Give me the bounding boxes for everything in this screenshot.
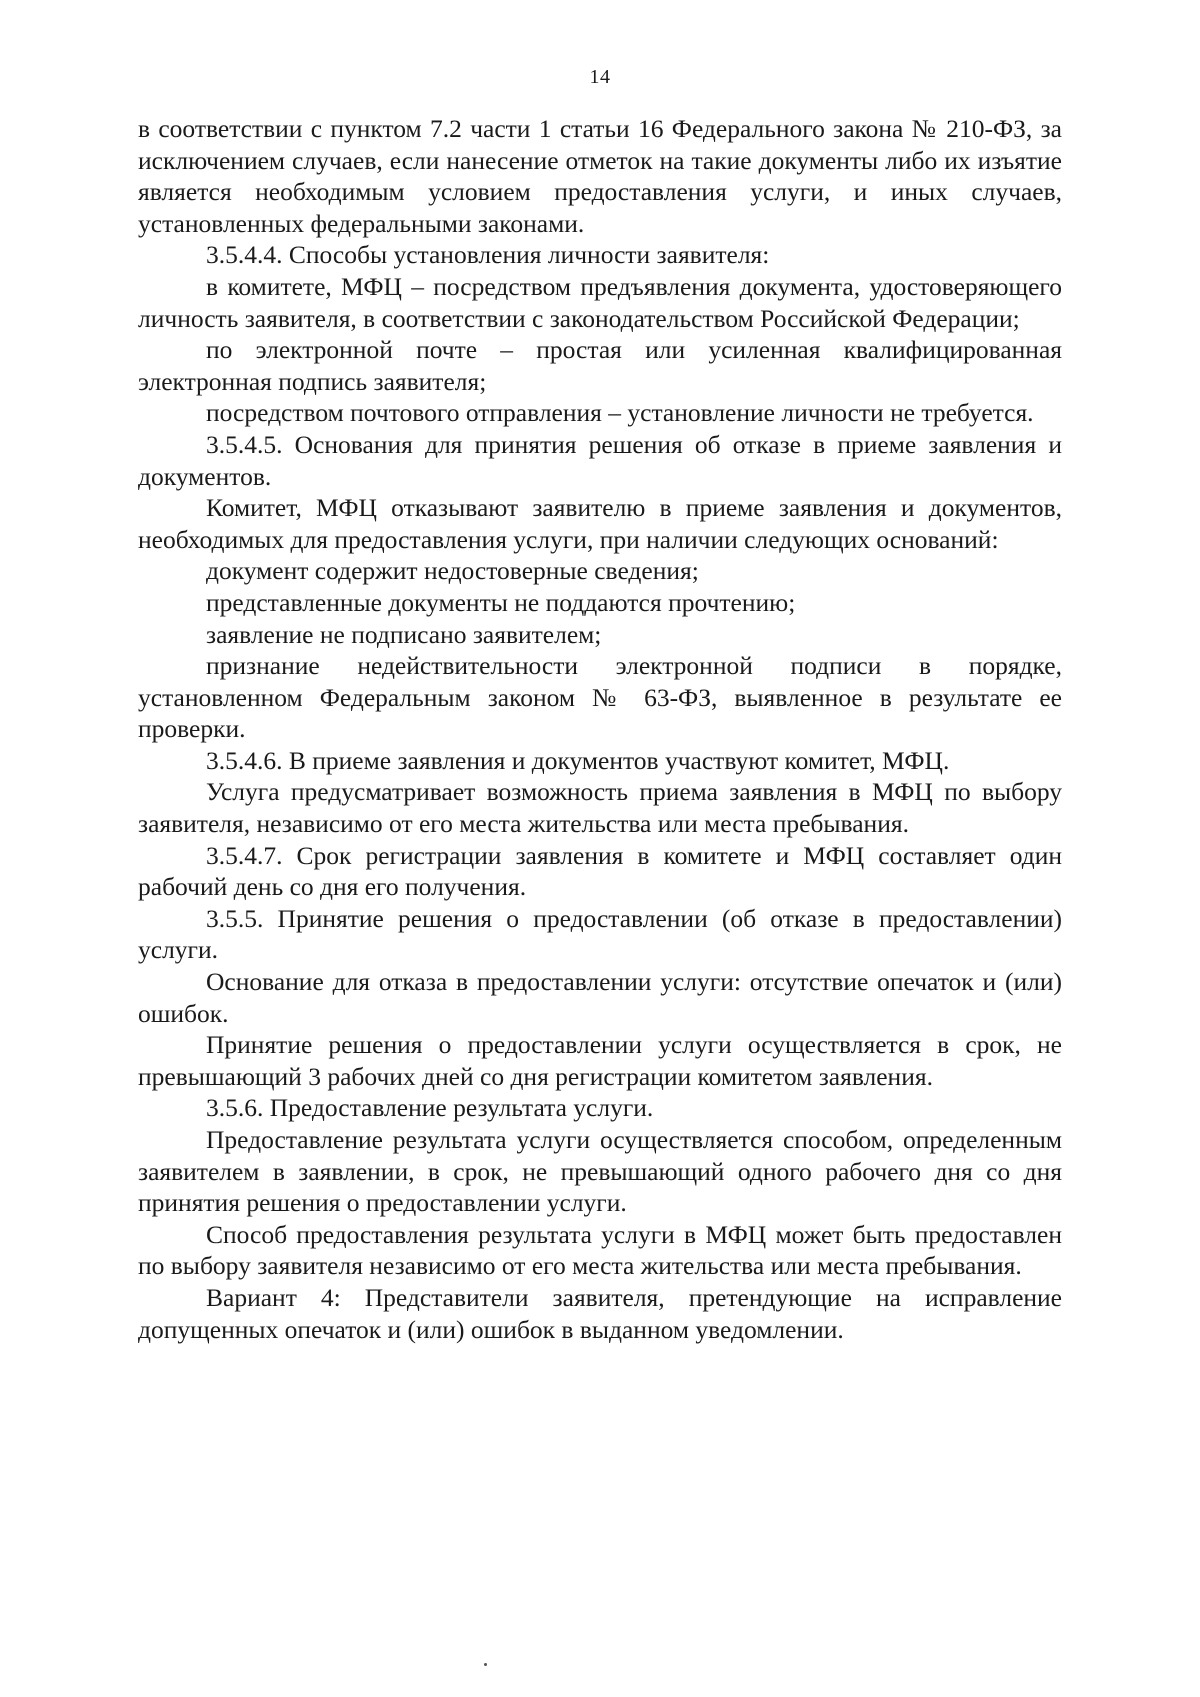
paragraph-identity-email: по электронной почте – простая или усиленная квалифицированная электронная подпись заявителя; [138,335,1062,396]
paragraph-refusal-intro: Комитет, МФЦ отказывают заявителю в приеме заявления и документов, необходимых для предоставления услуги, при наличии следующих оснований: [138,493,1062,554]
paragraph-3-5-6-heading: 3.5.6. Предоставление результата услуги. [206,1093,654,1123]
paragraph-mfc-choice: Услуга предусматривает возможность приема заявления в МФЦ по выбору заявителя, независимо от его места жительства или места пребывания. [138,777,1062,839]
paragraph-decision-term: Принятие решения о предоставлении услуги осуществляется в срок, не превышающий 3 рабочих дней со дня регистрации комитетом заявления. [138,1030,1062,1091]
document-body [138,113,1062,1345]
page-number: 14 [589,66,611,88]
paragraph-result-mfc: Способ предоставления результата услуги в МФЦ может быть предоставлен по выбору заявителя независимо от его места жительства или места пребывания. [138,1219,1062,1281]
paragraph-continuation: в соответствии с пунктом 7.2 части 1 статьи 16 Федерального закона № 210-ФЗ, за исключением случаев, если нанесение отметок на такие документы либо их изъятие является необходимым условием предоставления услуги, и иных случаев, установленных федеральными законами. [138,114,1062,238]
paragraph-refusal-reason-3: заявление не подписано заявителем; [206,619,602,649]
scan-speck [484,1663,487,1666]
paragraph-3-5-4-7: 3.5.4.7. Срок регистрации заявления в комитете и МФЦ составляет один рабочий день со дня его получения. [138,840,1062,902]
paragraph-refusal-reason-4: признание недействительности электронной подписи в порядке, установленном Федеральным законом № 63-ФЗ, выявленное в результате ее проверки. [138,651,1062,744]
paragraph-identity-in-person: в комитете, МФЦ – посредством предъявления документа, удостоверяющего личность заявителя, в соответствии с законодательством Российской Федерации; [138,271,1062,333]
paragraph-refusal-basis: Основание для отказа в предоставлении услуги: отсутствие опечаток и (или) ошибок. [138,967,1062,1028]
paragraph-3-5-4-4-heading: 3.5.4.4. Способы установления личности заявителя: [206,240,770,270]
paragraph-refusal-reason-1: документ содержит недостоверные сведения; [206,556,699,586]
paragraph-refusal-reason-2: представленные документы не поддаются прочтению; [206,587,796,617]
paragraph-result-delivery: Предоставление результата услуги осуществляется способом, определенным заявителем в заявлении, в срок, не превышающий одного рабочего дня со дня принятия решения о предоставлении услуги. [138,1125,1062,1218]
paragraph-3-5-5-heading: 3.5.5. Принятие решения о предоставлении (об отказе в предоставлении) услуги. [138,903,1062,965]
paragraph-variant-4: Вариант 4: Представители заявителя, претендующие на исправление допущенных опечаток и (или) ошибок в выданном уведомлении. [138,1282,1062,1344]
paragraph-3-5-4-5-heading: 3.5.4.5. Основания для принятия решения об отказе в приеме заявления и документов. [138,429,1062,491]
paragraph-3-5-4-6: 3.5.4.6. В приеме заявления и документов участвуют комитет, МФЦ. [206,745,950,775]
paragraph-identity-post: посредством почтового отправления – установление личности не требуется. [206,398,1034,428]
